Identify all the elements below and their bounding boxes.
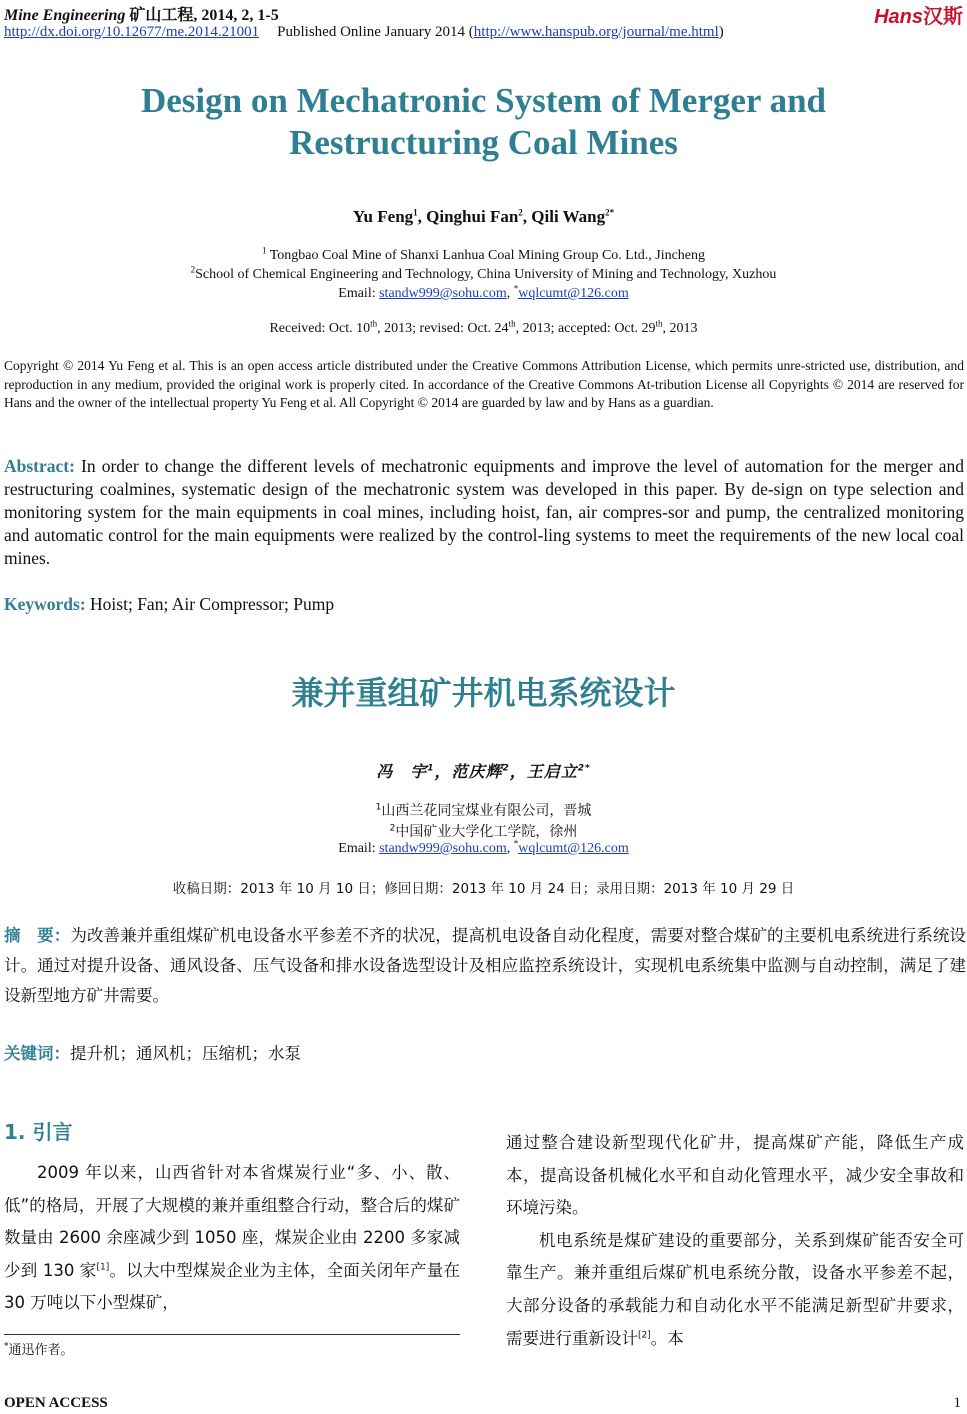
keywords-en	[4, 594, 334, 615]
author-1: Yu Feng	[352, 207, 414, 226]
affil-en-2-text: School of Chemical Engineering and Technology, China University of Mining and Technology, Xuzhou	[195, 267, 777, 282]
doi-link[interactable]: http://dx.doi.org/10.12677/me.2014.21001	[4, 24, 260, 40]
email-link-1[interactable]: standw999@sohu.com	[379, 286, 507, 301]
journal-url-link[interactable]: http://www.hanspub.org/journal/me.html	[473, 24, 719, 40]
right-p2-text-b: 。本	[650, 1328, 684, 1348]
footnote	[4, 1339, 74, 1358]
affil-cn-1-sup: 1	[375, 802, 382, 813]
received-sup-1: th	[370, 318, 378, 329]
dates-cn: 收稿日期：2013 年 10 月 10 日；修回日期：2013 年 10 月 24 日；录用日期：2013 年 10 月 29 日	[172, 881, 795, 897]
email-link-cn-2[interactable]: wqlcumt@126.com	[518, 841, 629, 856]
right-paragraph-2	[506, 1225, 964, 1355]
received-part-4: , 2013	[662, 321, 698, 336]
abstract-cn-label: 摘 要：	[4, 926, 71, 945]
affil-en-2-sup: 2	[190, 264, 196, 275]
email-line-en	[0, 283, 967, 302]
journal-volume: , 2014, 2, 1-5	[193, 7, 279, 24]
published-suffix: )	[718, 24, 724, 40]
author-cn-2-sup: 2	[502, 763, 510, 774]
left-paragraph-1	[4, 1157, 460, 1320]
keywords-cn-label: 关键词：	[4, 1044, 70, 1063]
author-2: , Qinghui Fan	[417, 207, 519, 226]
right-paragraph-1: 通过整合建设新型现代化矿井，提高煤矿产能，降低生产成本，提高设备机械化水平和自动化管理水平，减少安全事故和环境污染。	[506, 1133, 964, 1218]
received-part-2: , 2013; revised: Oct. 24	[377, 321, 509, 336]
author-cn-1: 冯 宇	[376, 762, 428, 781]
journal-header	[4, 2, 279, 25]
journal-name-cn: 矿山工程	[129, 7, 194, 24]
authors-en	[0, 207, 967, 227]
affil-en-1-sup: 1	[261, 245, 267, 256]
author-2-sup: 2	[518, 207, 523, 218]
right-column	[506, 1127, 964, 1355]
author-3-sup: 2*	[605, 207, 615, 218]
email-star: *	[513, 283, 519, 294]
paper-title-en	[0, 80, 967, 164]
abstract-cn	[4, 921, 966, 1011]
email-label-cn: Email:	[338, 841, 380, 856]
section-1-heading: 1. 引言	[4, 1120, 73, 1144]
abstract-cn-text: 为改善兼并重组煤矿机电设备水平参差不齐的状况，提高机电设备自动化程度，需要对整合煤矿的主要机电系统进行系统设计。通过对提升设备、通风设备、压气设备和排水设备选型设计及相应监控系统设计，实现机电系统集中监测与自动控制，满足了建设新型地方矿井需要。	[4, 926, 967, 1005]
email-link-2[interactable]: wqlcumt@126.com	[518, 286, 629, 301]
abstract-en-text: In order to change the different levels of mechatronic equipments and improve the level of automation for the merger and restructuring coalmines, systematic design of the mechatronic system was developed in this paper. By de-sign on type selection and monitoring system for the main equipments in coal mines, including hoist, fan, air compres-sor and pump, the centralized monitoring and automatic control for the main equipments were realized by the control-ling systems to meet the requirements of the new local coal mines.	[4, 456, 964, 568]
affiliation-cn-2	[0, 821, 967, 841]
published-prefix: Published Online January 2014 (	[277, 24, 474, 40]
received-part-3: , 2013; accepted: Oct. 29	[515, 321, 656, 336]
header-links	[4, 24, 724, 41]
author-cn-2: ，范庆辉	[434, 762, 503, 781]
footnote-divider	[4, 1334, 460, 1335]
left-p1-text-a: 2009 年以来，山西省针对本省煤炭行业“多、小、散、低”的格局，开展了大规模的兼并重组整合行动，整合后的煤矿数量由 2600 余座减少到 1050 座，煤炭企业由 2200 多家减少到 130 家	[4, 1163, 460, 1280]
email-line-cn	[0, 838, 967, 857]
affil-cn-2-sup: 2	[389, 823, 396, 834]
paper-title-cn: 兼并重组矿井机电系统设计	[291, 674, 676, 712]
left-column	[4, 1157, 460, 1320]
keywords-en-label: Keywords:	[4, 594, 86, 614]
keywords-en-text: Hoist; Fan; Air Compressor; Pump	[85, 594, 335, 614]
author-1-sup: 1	[413, 207, 418, 218]
affiliation-cn-1	[0, 800, 967, 820]
journal-name-en: Mine Engineering	[4, 7, 126, 24]
affiliation-en-2	[0, 264, 967, 283]
received-sup-3: th	[655, 318, 663, 329]
affil-cn-2-text: 中国矿业大学化工学院，徐州	[395, 824, 578, 840]
authors-cn	[0, 759, 967, 782]
abstract-en-label: Abstract:	[4, 456, 75, 476]
left-p1-text-b: 。以大中型煤炭企业为主体，全面关闭年产量在 30 万吨以下小型煤矿，	[4, 1260, 461, 1313]
right-p2-text-a: 机电系统是煤矿建设的重要部分，关系到煤矿能否安全可靠生产。兼并重组后煤矿机电系统分散，设备水平参差不起，大部分设备的承载能力和自动化水平不能满足新型矿井要求，需要进行重新设计	[506, 1230, 964, 1348]
author-cn-1-sup: 1	[427, 763, 435, 774]
received-sup-2: th	[508, 318, 516, 329]
abstract-en	[4, 455, 964, 570]
received-part-1: Received: Oct. 10	[269, 321, 371, 336]
author-3: , Qili Wang	[522, 207, 606, 226]
hans-logo	[874, 0, 963, 29]
affil-cn-1-text: 山西兰花同宝煤业有限公司，晋城	[381, 803, 592, 819]
affiliation-en-1	[0, 245, 967, 264]
footnote-star: *	[4, 1341, 9, 1352]
author-cn-3-sup: 2*	[577, 763, 591, 774]
logo-latin: Hans	[874, 6, 923, 28]
affil-en-1-text: Tongbao Coal Mine of Shanxi Lanhua Coal Mining Group Co. Ltd., Jincheng	[266, 248, 706, 263]
citation-1: [1]	[96, 1262, 110, 1273]
logo-cn: 汉斯	[923, 6, 963, 28]
title-en-line2: Restructuring Coal Mines	[289, 123, 678, 162]
keywords-cn	[4, 1040, 301, 1064]
footnote-text: 通迅作者。	[8, 1343, 74, 1358]
email-link-cn-1[interactable]: standw999@sohu.com	[379, 841, 507, 856]
email-label: Email:	[338, 286, 380, 301]
email-star-cn: *	[513, 838, 519, 849]
copyright-notice: Copyright © 2014 Yu Feng et al. This is an open access article distributed under the Creative Commons Attribution License, which permits unre-stricted use, distribution, and reproduction in any medium, provided the original work is properly cited. In accordance of the Creative Commons At-tribution License all Copyrights © 2014 are reserved for Hans and the owner of the intellectual property Yu Feng et al. All Copyright © 2014 are guarded by law and by Hans as a guardian.	[4, 358, 964, 410]
keywords-cn-text: 提升机；通风机；压缩机；水泵	[70, 1044, 301, 1063]
received-dates-en	[0, 318, 967, 337]
author-cn-3: ，王启立	[509, 762, 578, 781]
title-en-line1: Design on Mechatronic System of Merger and	[141, 81, 826, 120]
page-number: 1	[953, 1395, 961, 1411]
email-sep: ,	[506, 286, 514, 301]
open-access-label: OPEN ACCESS	[4, 1395, 108, 1411]
citation-2: [2]	[638, 1330, 651, 1341]
email-sep-cn: ,	[506, 841, 514, 856]
